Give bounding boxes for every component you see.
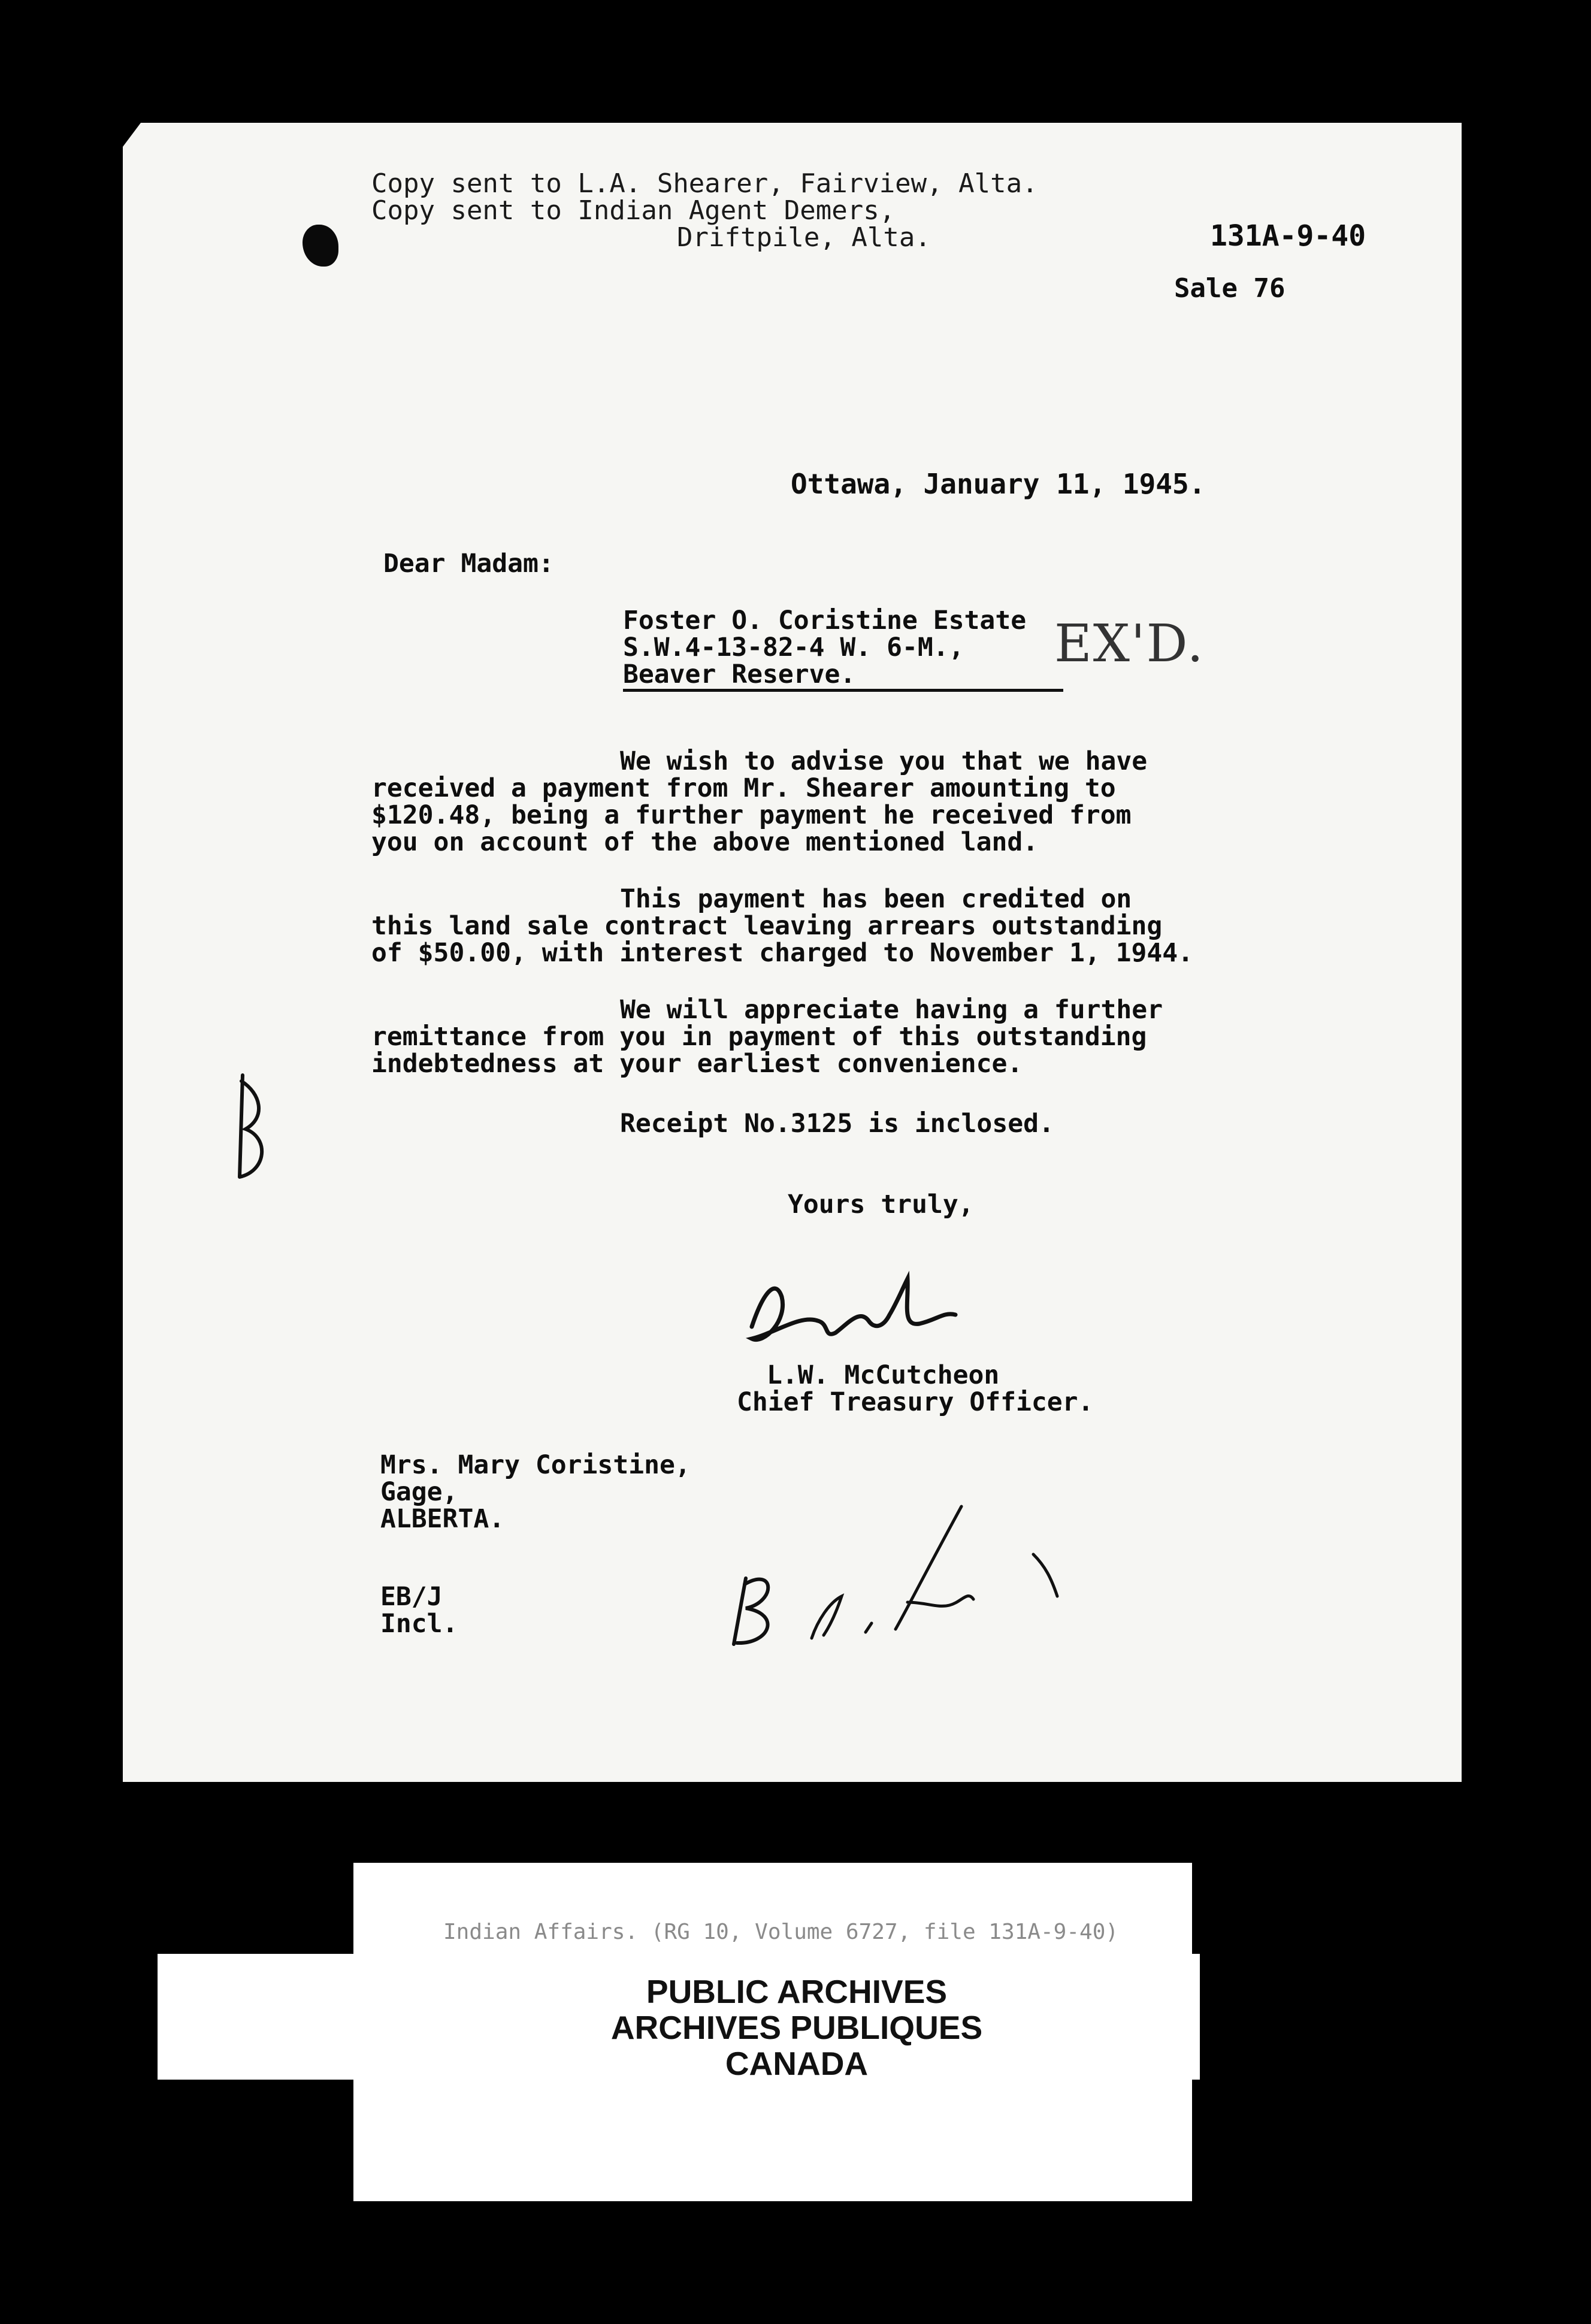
subject-line-3: Beaver Reserve. xyxy=(623,662,1063,692)
body-line-6: this land sale contract leaving arrears outstanding xyxy=(371,911,1163,941)
copy-line-3: Driftpile, Alta. xyxy=(677,222,931,253)
copy-line-2: Copy sent to Indian Agent Demers, xyxy=(371,195,896,226)
closing: Yours truly, xyxy=(788,1190,974,1220)
body-line-9: remittance from you in payment of this outstanding xyxy=(371,1022,1147,1052)
body-line-5: This payment has been credited on xyxy=(620,884,1132,914)
body-line-8: We will appreciate having a further xyxy=(620,995,1163,1025)
subject-line-1: Foster O. Coristine Estate xyxy=(623,606,1027,636)
page-corner-fold xyxy=(123,123,141,147)
file-number: 131A-9-40 xyxy=(1210,219,1366,253)
sale-number: Sale 76 xyxy=(1174,273,1285,304)
salutation: Dear Madam: xyxy=(383,549,554,579)
body-line-10: indebtedness at your earliest convenience. xyxy=(371,1049,1023,1079)
body-line-3: $120.48, being a further payment he received from xyxy=(371,800,1132,830)
archive-reference: Indian Affairs. (RG 10, Volume 6727, file 131A-9-40) xyxy=(443,1920,1119,1944)
recipient-line-1: Mrs. Mary Coristine, xyxy=(380,1450,691,1480)
body-line-4: you on account of the above mentioned land. xyxy=(371,827,1039,857)
subject-line-2: S.W.4-13-82-4 W. 6-M., xyxy=(623,633,964,662)
receipt-line: Receipt No.3125 is inclosed. xyxy=(620,1109,1054,1139)
archive-stamp xyxy=(509,1974,1084,2081)
ink-blot xyxy=(303,225,338,267)
exd-stamp: EX'D. xyxy=(1054,614,1205,674)
recipient-line-3: ALBERTA. xyxy=(380,1504,505,1534)
body-line-1: We wish to advise you that we have xyxy=(620,746,1148,776)
initials-line-2: Incl. xyxy=(380,1609,458,1639)
signer-title: Chief Treasury Officer. xyxy=(737,1387,1094,1417)
signer-name: L.W. McCutcheon xyxy=(767,1360,1000,1390)
body-line-7: of $50.00, with interest charged to November 1, 1944. xyxy=(371,938,1194,968)
initials-line-1: EB/J xyxy=(380,1582,443,1612)
archive-label-top xyxy=(353,1863,1192,1959)
archive-label-bottom xyxy=(353,2072,1192,2201)
archive-line-3: CANADA xyxy=(725,2045,869,2082)
archive-line-1: PUBLIC ARCHIVES xyxy=(646,1973,948,2010)
recipient-line-2: Gage, xyxy=(380,1477,458,1507)
letter-date: Ottawa, January 11, 1945. xyxy=(791,468,1206,500)
body-line-2: received a payment from Mr. Shearer amounting to xyxy=(371,773,1116,803)
letter-page xyxy=(123,123,1462,1782)
archive-line-2: ARCHIVES PUBLIQUES xyxy=(610,2009,983,2046)
copy-line-1: Copy sent to L.A. Shearer, Fairview, Alta. xyxy=(371,168,1038,199)
